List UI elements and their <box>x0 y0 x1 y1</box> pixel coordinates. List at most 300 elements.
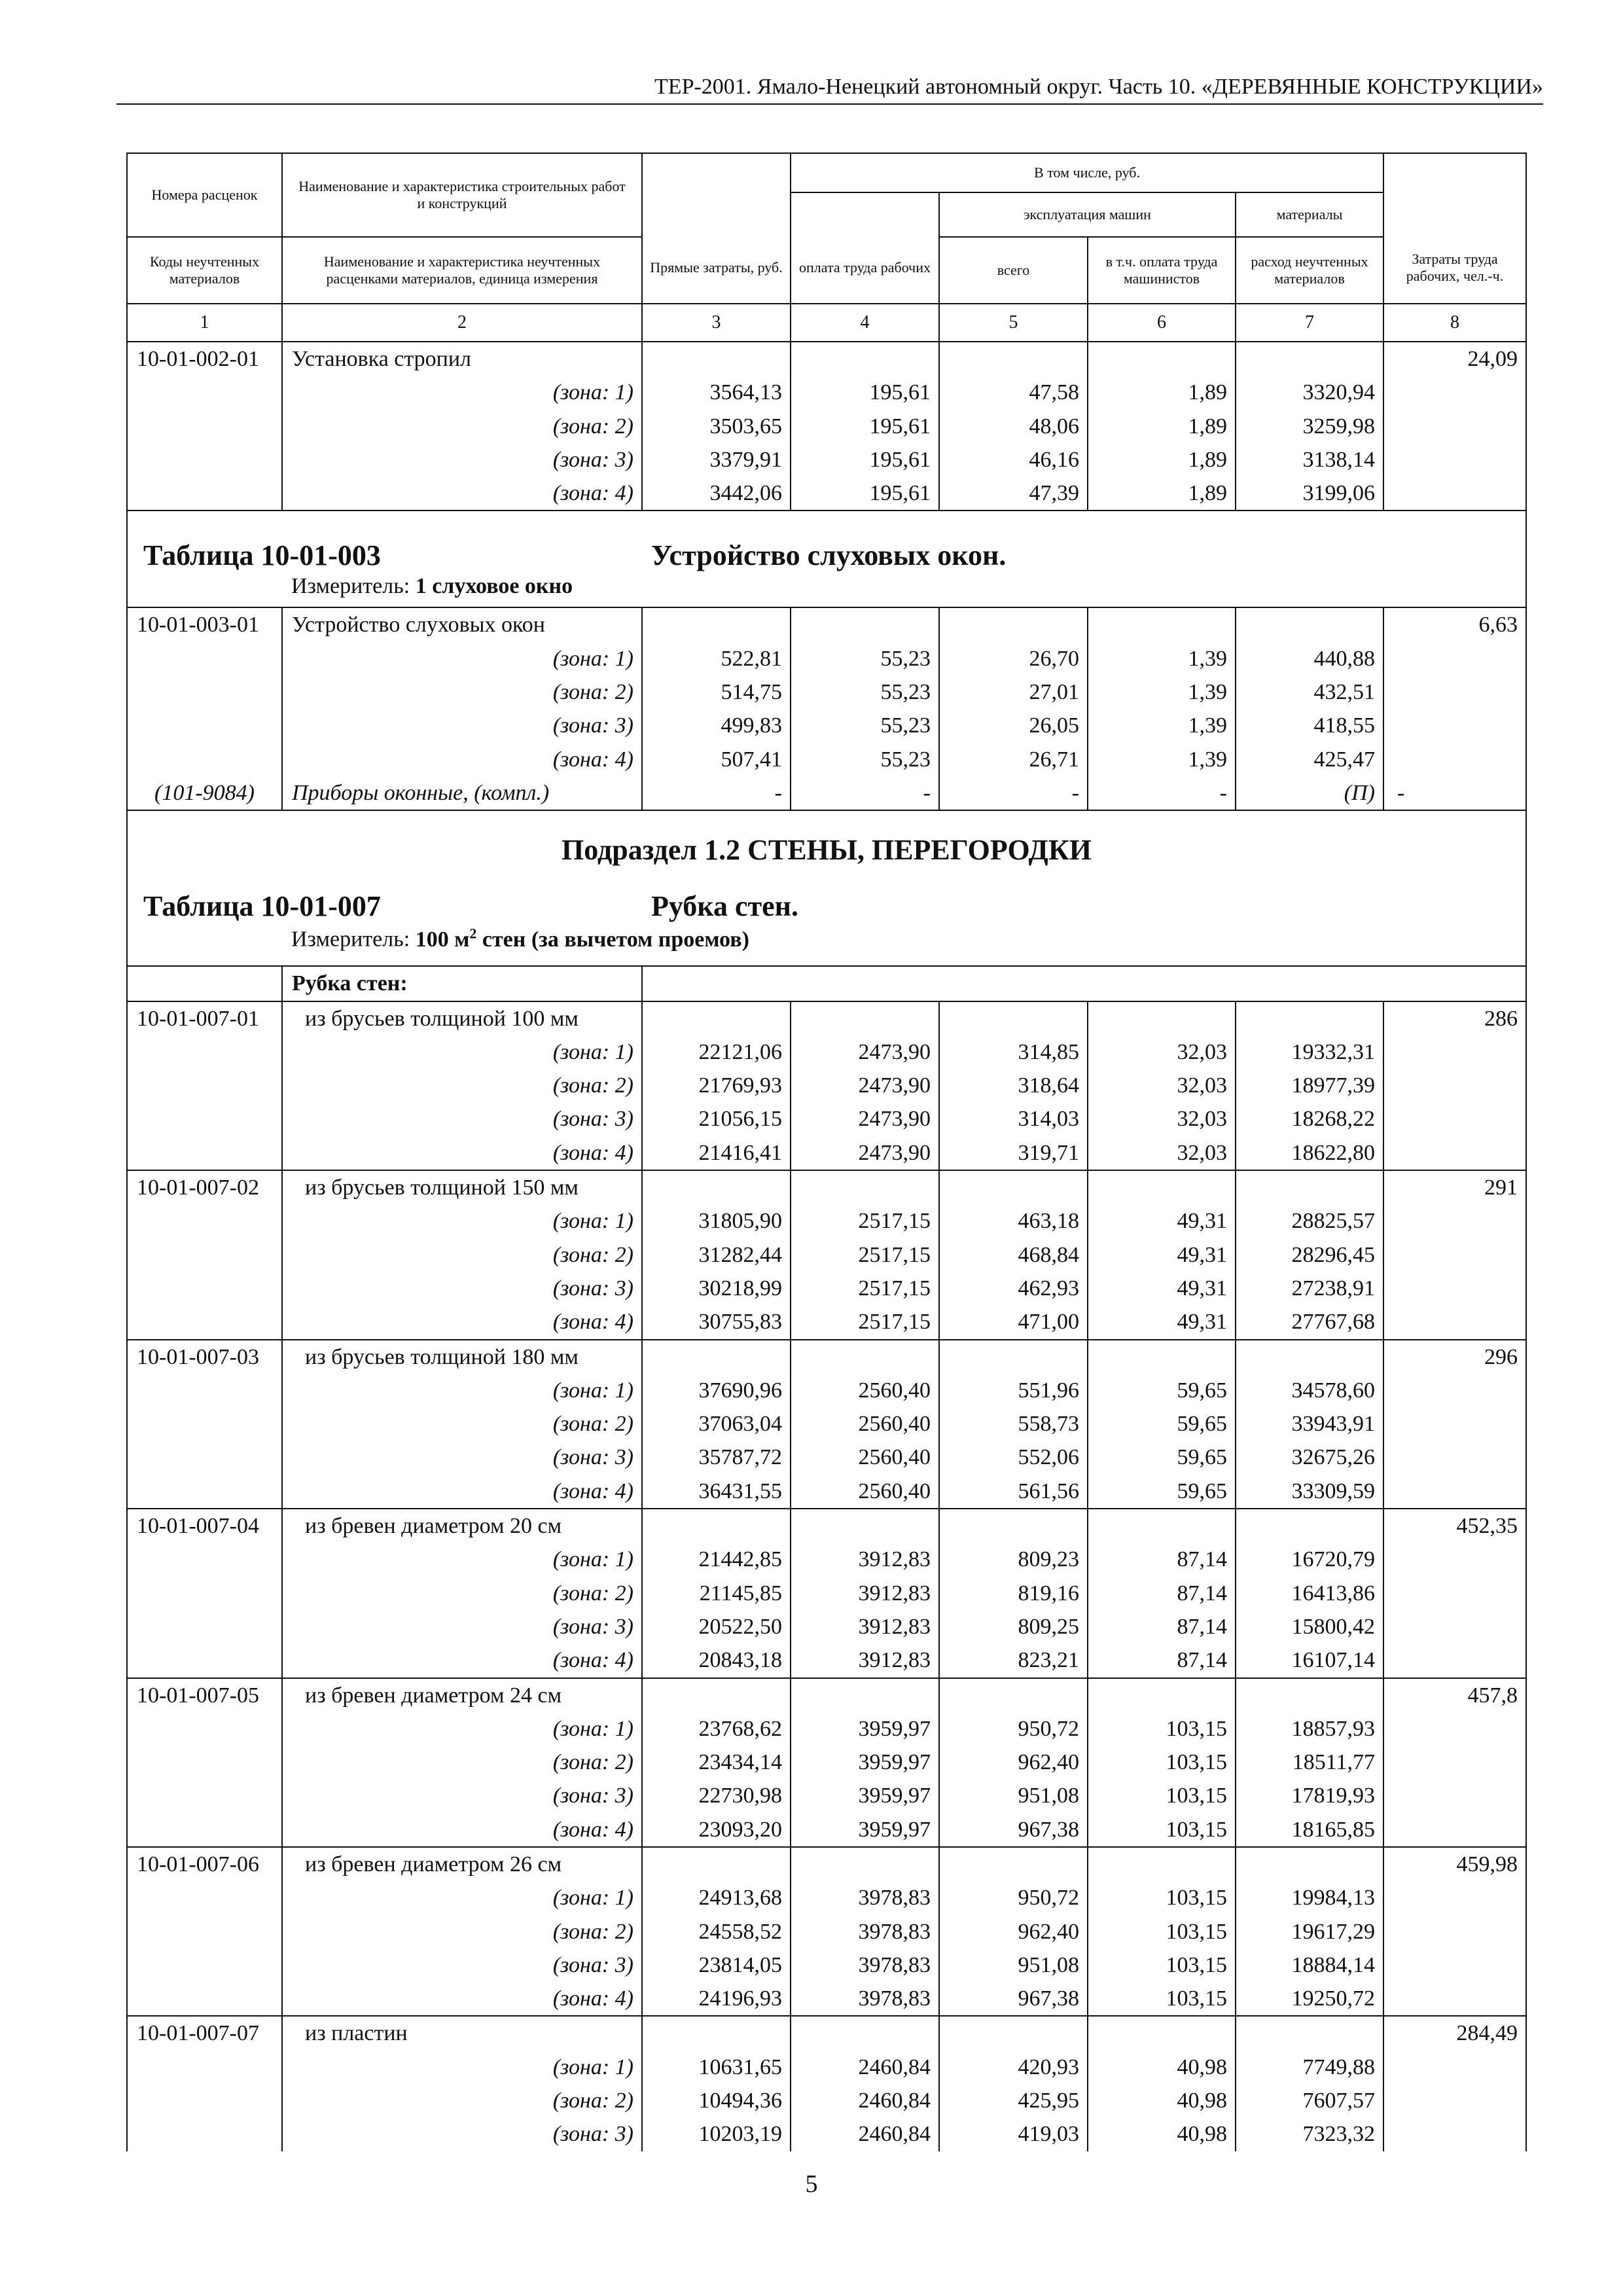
header-worker-pay: оплата труда рабочих <box>791 193 940 303</box>
zone-row <box>128 443 1525 476</box>
materials-cost: 17819,93 <box>1236 1779 1384 1812</box>
rate-name: из брусьев толщиной 150 мм <box>283 1171 643 1204</box>
machines-total: 962,40 <box>940 1915 1088 1948</box>
rate-name: из брусьев толщиной 180 мм <box>283 1340 643 1374</box>
rate-row <box>128 1001 1525 1035</box>
materials-cost: 19250,72 <box>1236 1982 1384 2015</box>
header-unaccounted-materials: расход неучтенных материалов <box>1236 238 1384 303</box>
zone-label: (зона: 4) <box>283 1982 643 2015</box>
machinist-pay: 1,89 <box>1088 376 1236 409</box>
zone-label: (зона: 3) <box>283 709 643 742</box>
zone-row <box>128 1712 1525 1746</box>
machinist-pay: 32,03 <box>1088 1069 1236 1102</box>
meter: Измеритель: 100 $м^2$ стен (за вычетом проемов) <box>291 925 749 952</box>
rate-code: 10-01-007-02 <box>128 1171 283 1204</box>
materials-cost: 18977,39 <box>1236 1069 1384 1102</box>
zone-row <box>128 1374 1525 1407</box>
zone-label: (зона: 1) <box>283 1543 643 1576</box>
rate-name: из бревен диаметром 20 см <box>283 1509 643 1543</box>
materials-cost: 7323,32 <box>1236 2117 1384 2151</box>
machines-total: 46,16 <box>940 443 1088 476</box>
rate-block <box>128 607 1525 810</box>
labor-cost: 6,63 <box>1478 613 1518 637</box>
machines-total: 967,38 <box>940 1813 1088 1846</box>
header-labor-costs: Затраты труда рабочих, чел.-ч. <box>1406 251 1504 284</box>
rate-block <box>128 1001 1525 1170</box>
direct-costs: 3442,06 <box>643 476 791 510</box>
direct-costs: 20843,18 <box>643 1643 791 1677</box>
machines-total: 420,93 <box>940 2051 1088 2084</box>
rate-blocks-007 <box>128 1001 1525 2151</box>
zone-label: (зона: 2) <box>283 1407 643 1441</box>
worker-pay: 3912,83 <box>791 1543 940 1576</box>
machines-total: 463,18 <box>940 1204 1088 1238</box>
table-title: Таблица 10-01-007 <box>143 890 381 923</box>
machines-total: 558,73 <box>940 1407 1088 1441</box>
zone-label: (зона: 2) <box>283 675 643 709</box>
labor-cost: 452,35 <box>1456 1514 1518 1539</box>
direct-costs: 24558,52 <box>643 1915 791 1948</box>
machines-total: 26,05 <box>940 709 1088 742</box>
worker-pay: 3978,83 <box>791 1881 940 1914</box>
zone-label: (зона: 1) <box>283 2051 643 2084</box>
materials-cost: 418,55 <box>1236 709 1384 742</box>
worker-pay: 2460,84 <box>791 2051 940 2084</box>
machinist-pay: 59,65 <box>1088 1441 1236 1474</box>
worker-pay: 3912,83 <box>791 1577 940 1610</box>
direct-costs: 23093,20 <box>643 1813 791 1846</box>
rate-code: 10-01-007-04 <box>128 1509 283 1543</box>
materials-cost: 440,88 <box>1236 642 1384 675</box>
machines-total: 809,23 <box>940 1543 1088 1576</box>
zone-row <box>128 743 1525 776</box>
rate-code: 10-01-007-01 <box>128 1002 283 1035</box>
table-subject: Устройство слуховых окон. <box>651 539 1007 572</box>
zone-row <box>128 1610 1525 1643</box>
machinist-pay: 49,31 <box>1088 1272 1236 1305</box>
direct-costs: 37063,04 <box>643 1407 791 1441</box>
machines-total: 552,06 <box>940 1441 1088 1474</box>
labor-cost: 24,09 <box>1467 347 1518 371</box>
materials-cost: 33943,91 <box>1236 1407 1384 1441</box>
machinist-pay: 1,39 <box>1088 642 1236 675</box>
zone-label: (зона: 4) <box>283 1475 643 1508</box>
worker-pay: 55,23 <box>791 709 940 742</box>
direct-costs: 21769,93 <box>643 1069 791 1102</box>
direct-costs: 31282,44 <box>643 1238 791 1272</box>
machinist-pay: 32,03 <box>1088 1136 1236 1170</box>
direct-costs: 10203,19 <box>643 2117 791 2151</box>
machines-total: 819,16 <box>940 1577 1088 1610</box>
zone-row <box>128 1915 1525 1948</box>
direct-costs: 514,75 <box>643 675 791 709</box>
labor-cost: 284,49 <box>1456 2021 1518 2046</box>
machines-total: 962,40 <box>940 1746 1088 1779</box>
zone-row <box>128 410 1525 443</box>
direct-costs: 24913,68 <box>643 1881 791 1914</box>
worker-pay: 2473,90 <box>791 1069 940 1102</box>
materials-cost: 32675,26 <box>1236 1441 1384 1474</box>
zone-label: (зона: 2) <box>283 1069 643 1102</box>
subsection-title: Подраздел 1.2 СТЕНЫ, ПЕРЕГОРОДКИ <box>562 834 1092 867</box>
direct-costs: 10631,65 <box>643 2051 791 2084</box>
rate-block <box>128 342 1525 510</box>
direct-costs: 30755,83 <box>643 1305 791 1338</box>
worker-pay: - <box>791 776 940 810</box>
direct-costs: 21145,85 <box>643 1577 791 1610</box>
direct-costs: - <box>643 776 791 810</box>
zone-row <box>128 1746 1525 1779</box>
machines-total: 823,21 <box>940 1643 1088 1677</box>
worker-pay: 2517,15 <box>791 1272 940 1305</box>
direct-costs: 37690,96 <box>643 1374 791 1407</box>
worker-pay: 3912,83 <box>791 1643 940 1677</box>
machinist-pay: 87,14 <box>1088 1577 1236 1610</box>
zone-label: (зона: 1) <box>283 642 643 675</box>
direct-costs: 10494,36 <box>643 2084 791 2117</box>
table-title: Таблица 10-01-003 <box>143 539 381 572</box>
machines-total: - <box>940 776 1088 810</box>
rate-code: 10-01-002-01 <box>128 342 283 376</box>
rate-row <box>128 1677 1525 1712</box>
worker-pay: 2560,40 <box>791 1407 940 1441</box>
machines-total: 47,58 <box>940 376 1088 409</box>
header-work-name: Наименование и характеристика строительных работ и конструкций <box>283 154 643 238</box>
machinist-pay: 103,15 <box>1088 1746 1236 1779</box>
zone-row <box>128 1543 1525 1576</box>
machines-total: 47,39 <box>940 476 1088 510</box>
direct-costs: 24196,93 <box>643 1982 791 2015</box>
zone-label: (зона: 3) <box>283 1441 643 1474</box>
materials-cost: 19984,13 <box>1236 1881 1384 1914</box>
group-row <box>128 965 1525 1000</box>
machinist-pay: 87,14 <box>1088 1543 1236 1576</box>
machinist-pay: 87,14 <box>1088 1610 1236 1643</box>
worker-pay: 2560,40 <box>791 1374 940 1407</box>
direct-costs: 522,81 <box>643 642 791 675</box>
machines-total: 419,03 <box>940 2117 1088 2151</box>
machines-total: 951,08 <box>940 1948 1088 1982</box>
column-number: 3 <box>643 304 791 341</box>
rate-row <box>128 607 1525 641</box>
zone-row <box>128 1102 1525 1136</box>
materials-cost: 3259,98 <box>1236 410 1384 443</box>
machinist-pay: 49,31 <box>1088 1305 1236 1338</box>
zone-label: (зона: 2) <box>283 1915 643 1948</box>
zone-label: (зона: 3) <box>283 1102 643 1136</box>
header-materials: материалы <box>1236 193 1384 238</box>
rate-code: 10-01-007-06 <box>128 1848 283 1881</box>
rate-block <box>128 1170 1525 1338</box>
zone-label: (зона: 3) <box>283 1779 643 1812</box>
worker-pay: 195,61 <box>791 443 940 476</box>
direct-costs: 507,41 <box>643 743 791 776</box>
zone-label: (зона: 2) <box>283 1577 643 1610</box>
worker-pay: 195,61 <box>791 376 940 409</box>
direct-costs: 23814,05 <box>643 1948 791 1982</box>
machines-total: 26,71 <box>940 743 1088 776</box>
rate-name: из пластин <box>283 2017 643 2050</box>
zone-label: (зона: 2) <box>283 1238 643 1272</box>
rate-row <box>128 342 1525 376</box>
materials-cost: 28825,57 <box>1236 1204 1384 1238</box>
zone-label: (зона: 3) <box>283 1272 643 1305</box>
rate-code: 10-01-003-01 <box>128 608 283 641</box>
header-including: В том числе, руб. <box>791 154 1384 193</box>
worker-pay: 2460,84 <box>791 2084 940 2117</box>
machinist-pay: 40,98 <box>1088 2117 1236 2151</box>
machinist-pay: 103,15 <box>1088 1881 1236 1914</box>
materials-cost: 27238,91 <box>1236 1272 1384 1305</box>
machinist-pay: 1,39 <box>1088 675 1236 709</box>
materials-cost: 7607,57 <box>1236 2084 1384 2117</box>
rate-block <box>128 2015 1525 2151</box>
materials-cost: (П) <box>1236 776 1384 810</box>
rate-block <box>128 1339 1525 1508</box>
machinist-pay: 49,31 <box>1088 1204 1236 1238</box>
machinist-pay: 32,03 <box>1088 1035 1236 1069</box>
rates-table <box>126 152 1527 2151</box>
machinist-pay: 1,89 <box>1088 476 1236 510</box>
worker-pay: 2473,90 <box>791 1136 940 1170</box>
materials-cost: 15800,42 <box>1236 1610 1384 1643</box>
column-number: 8 <box>1450 312 1459 332</box>
zone-label: (зона: 4) <box>283 1813 643 1846</box>
labor-cost: 286 <box>1484 1006 1518 1031</box>
direct-costs: 23768,62 <box>643 1712 791 1746</box>
machines-total: 318,64 <box>940 1069 1088 1102</box>
material-code: (101-9084) <box>128 776 283 810</box>
worker-pay: 3959,97 <box>791 1712 940 1746</box>
materials-cost: 18857,93 <box>1236 1712 1384 1746</box>
header-machinist-pay: в т.ч. оплата труда машинистов <box>1088 238 1236 303</box>
materials-cost: 18268,22 <box>1236 1102 1384 1136</box>
header-machines-total: всего <box>940 238 1088 303</box>
zone-row <box>128 1407 1525 1441</box>
machines-total: 319,71 <box>940 1136 1088 1170</box>
zone-label: (зона: 3) <box>283 1610 643 1643</box>
materials-cost: 18511,77 <box>1236 1746 1384 1779</box>
zone-row <box>128 1305 1525 1338</box>
zone-row <box>128 1881 1525 1914</box>
zone-label: (зона: 1) <box>283 1374 643 1407</box>
rate-row <box>128 1508 1525 1543</box>
machines-total: 462,93 <box>940 1272 1088 1305</box>
materials-cost: 3138,14 <box>1236 443 1384 476</box>
zone-row <box>128 376 1525 409</box>
materials-cost: 18165,85 <box>1236 1813 1384 1846</box>
worker-pay: 55,23 <box>791 642 940 675</box>
labor-cost: 459,98 <box>1456 1852 1518 1876</box>
rate-name: Установка стропил <box>283 342 643 376</box>
zone-label: (зона: 4) <box>283 743 643 776</box>
worker-pay: 195,61 <box>791 476 940 510</box>
zone-row <box>128 2051 1525 2084</box>
rate-code: 10-01-007-07 <box>128 2017 283 2050</box>
zone-row <box>128 1035 1525 1069</box>
labor-cost: 296 <box>1484 1344 1518 1369</box>
machines-total: 561,56 <box>940 1475 1088 1508</box>
machinist-pay: 103,15 <box>1088 1982 1236 2015</box>
materials-cost: 7749,88 <box>1236 2051 1384 2084</box>
material-row <box>128 776 1525 810</box>
direct-costs: 23434,14 <box>643 1746 791 1779</box>
machinist-pay: 59,65 <box>1088 1475 1236 1508</box>
worker-pay: 2473,90 <box>791 1035 940 1069</box>
materials-cost: 16413,86 <box>1236 1577 1384 1610</box>
worker-pay: 3978,83 <box>791 1915 940 1948</box>
page-number: 5 <box>805 2170 818 2198</box>
machines-total: 471,00 <box>940 1305 1088 1338</box>
zone-label: (зона: 4) <box>283 1305 643 1338</box>
zone-row <box>128 1441 1525 1474</box>
machines-total: 950,72 <box>940 1881 1088 1914</box>
direct-costs: 3379,91 <box>643 443 791 476</box>
direct-costs: 22121,06 <box>643 1035 791 1069</box>
worker-pay: 2560,40 <box>791 1475 940 1508</box>
machinist-pay: 103,15 <box>1088 1915 1236 1948</box>
machinist-pay: 59,65 <box>1088 1407 1236 1441</box>
zone-label: (зона: 3) <box>283 1948 643 1982</box>
rate-name: из брусьев толщиной 100 мм <box>283 1002 643 1035</box>
direct-costs: 3564,13 <box>643 376 791 409</box>
worker-pay: 3978,83 <box>791 1948 940 1982</box>
machines-total: 314,03 <box>940 1102 1088 1136</box>
machinist-pay: 1,89 <box>1088 443 1236 476</box>
zone-row <box>128 1577 1525 1610</box>
worker-pay: 2517,15 <box>791 1204 940 1238</box>
direct-costs: 21056,15 <box>643 1102 791 1136</box>
zone-row <box>128 476 1525 510</box>
direct-costs: 3503,65 <box>643 410 791 443</box>
zone-row <box>128 1643 1525 1677</box>
machinist-pay: 1,39 <box>1088 709 1236 742</box>
direct-costs: 36431,55 <box>643 1475 791 1508</box>
material-name: Приборы оконные, (компл.) <box>283 776 643 810</box>
machinist-pay: 40,98 <box>1088 2051 1236 2084</box>
machinist-pay: 103,15 <box>1088 1813 1236 1846</box>
zone-row <box>128 675 1525 709</box>
rate-row <box>128 1170 1525 1204</box>
machines-total: 551,96 <box>940 1374 1088 1407</box>
zone-row <box>128 642 1525 675</box>
column-number: 4 <box>791 304 940 341</box>
labor-cost: - <box>1397 780 1405 805</box>
rate-name: Устройство слуховых окон <box>283 608 643 641</box>
machinist-pay: 87,14 <box>1088 1643 1236 1677</box>
zone-row <box>128 2084 1525 2117</box>
rate-row <box>128 2015 1525 2050</box>
zone-label: (зона: 4) <box>283 1136 643 1170</box>
materials-cost: 16720,79 <box>1236 1543 1384 1576</box>
machines-total: 468,84 <box>940 1238 1088 1272</box>
labor-cost: 457,8 <box>1467 1683 1518 1708</box>
machinist-pay: 49,31 <box>1088 1238 1236 1272</box>
machinist-pay: 32,03 <box>1088 1102 1236 1136</box>
materials-cost: 432,51 <box>1236 675 1384 709</box>
materials-cost: 425,47 <box>1236 743 1384 776</box>
materials-cost: 16107,14 <box>1236 1643 1384 1677</box>
machines-total: 950,72 <box>940 1712 1088 1746</box>
zone-label: (зона: 1) <box>283 1881 643 1914</box>
zone-label: (зона: 1) <box>283 1712 643 1746</box>
worker-pay: 2560,40 <box>791 1441 940 1474</box>
column-numbers-row <box>128 303 1525 342</box>
machines-total: 314,85 <box>940 1035 1088 1069</box>
column-number: 7 <box>1236 304 1384 341</box>
zone-label: (зона: 1) <box>283 1035 643 1069</box>
zone-label: (зона: 4) <box>283 476 643 510</box>
header-machines: эксплуатация машин <box>940 193 1236 238</box>
zone-row <box>128 1948 1525 1982</box>
table-subject: Рубка стен. <box>651 890 799 923</box>
materials-cost: 33309,59 <box>1236 1475 1384 1508</box>
zone-row <box>128 709 1525 742</box>
machinist-pay: 103,15 <box>1088 1779 1236 1812</box>
worker-pay: 2517,15 <box>791 1238 940 1272</box>
worker-pay: 195,61 <box>791 410 940 443</box>
materials-cost: 3320,94 <box>1236 376 1384 409</box>
header-material-codes: Коды неучтенных материалов <box>128 238 283 303</box>
materials-cost: 3199,06 <box>1236 476 1384 510</box>
zone-row <box>128 1982 1525 2015</box>
zone-label: (зона: 2) <box>283 1746 643 1779</box>
zone-row <box>128 1813 1525 1846</box>
materials-cost: 19332,31 <box>1236 1035 1384 1069</box>
worker-pay: 3978,83 <box>791 1982 940 2015</box>
direct-costs: 35787,72 <box>643 1441 791 1474</box>
zone-label: (зона: 1) <box>283 376 643 409</box>
machines-total: 809,25 <box>940 1610 1088 1643</box>
header-direct-costs: Прямые затраты, руб. <box>643 154 791 303</box>
direct-costs: 21442,85 <box>643 1543 791 1576</box>
group-title: Рубка стен: <box>283 967 643 1000</box>
rate-row <box>128 1339 1525 1374</box>
worker-pay: 2473,90 <box>791 1102 940 1136</box>
materials-cost: 34578,60 <box>1236 1374 1384 1407</box>
column-number: 6 <box>1088 304 1236 341</box>
direct-costs: 31805,90 <box>643 1204 791 1238</box>
zone-row <box>128 1204 1525 1238</box>
materials-cost: 27767,68 <box>1236 1305 1384 1338</box>
zone-row <box>128 2117 1525 2151</box>
machinist-pay: 59,65 <box>1088 1374 1236 1407</box>
table-header <box>128 152 1525 303</box>
machines-total: 425,95 <box>940 2084 1088 2117</box>
worker-pay: 2460,84 <box>791 2117 940 2151</box>
direct-costs: 20522,50 <box>643 1610 791 1643</box>
zone-row <box>128 1136 1525 1170</box>
machines-total: 27,01 <box>940 675 1088 709</box>
rate-block <box>128 1508 1525 1677</box>
direct-costs: 21416,41 <box>643 1136 791 1170</box>
worker-pay: 3959,97 <box>791 1779 940 1812</box>
machinist-pay: 103,15 <box>1088 1948 1236 1982</box>
worker-pay: 55,23 <box>791 743 940 776</box>
subsection-block <box>128 810 1525 965</box>
zone-label: (зона: 1) <box>283 1204 643 1238</box>
header-rate-numbers: Номера расценок <box>128 154 283 238</box>
zone-label: (зона: 2) <box>283 410 643 443</box>
rate-block <box>128 1677 1525 1846</box>
zone-row <box>128 1475 1525 1508</box>
materials-cost: 18884,14 <box>1236 1948 1384 1982</box>
zone-row <box>128 1069 1525 1102</box>
machinist-pay: 1,89 <box>1088 410 1236 443</box>
zone-row <box>128 1238 1525 1272</box>
rate-code: 10-01-007-03 <box>128 1340 283 1374</box>
zone-label: (зона: 4) <box>283 1643 643 1677</box>
